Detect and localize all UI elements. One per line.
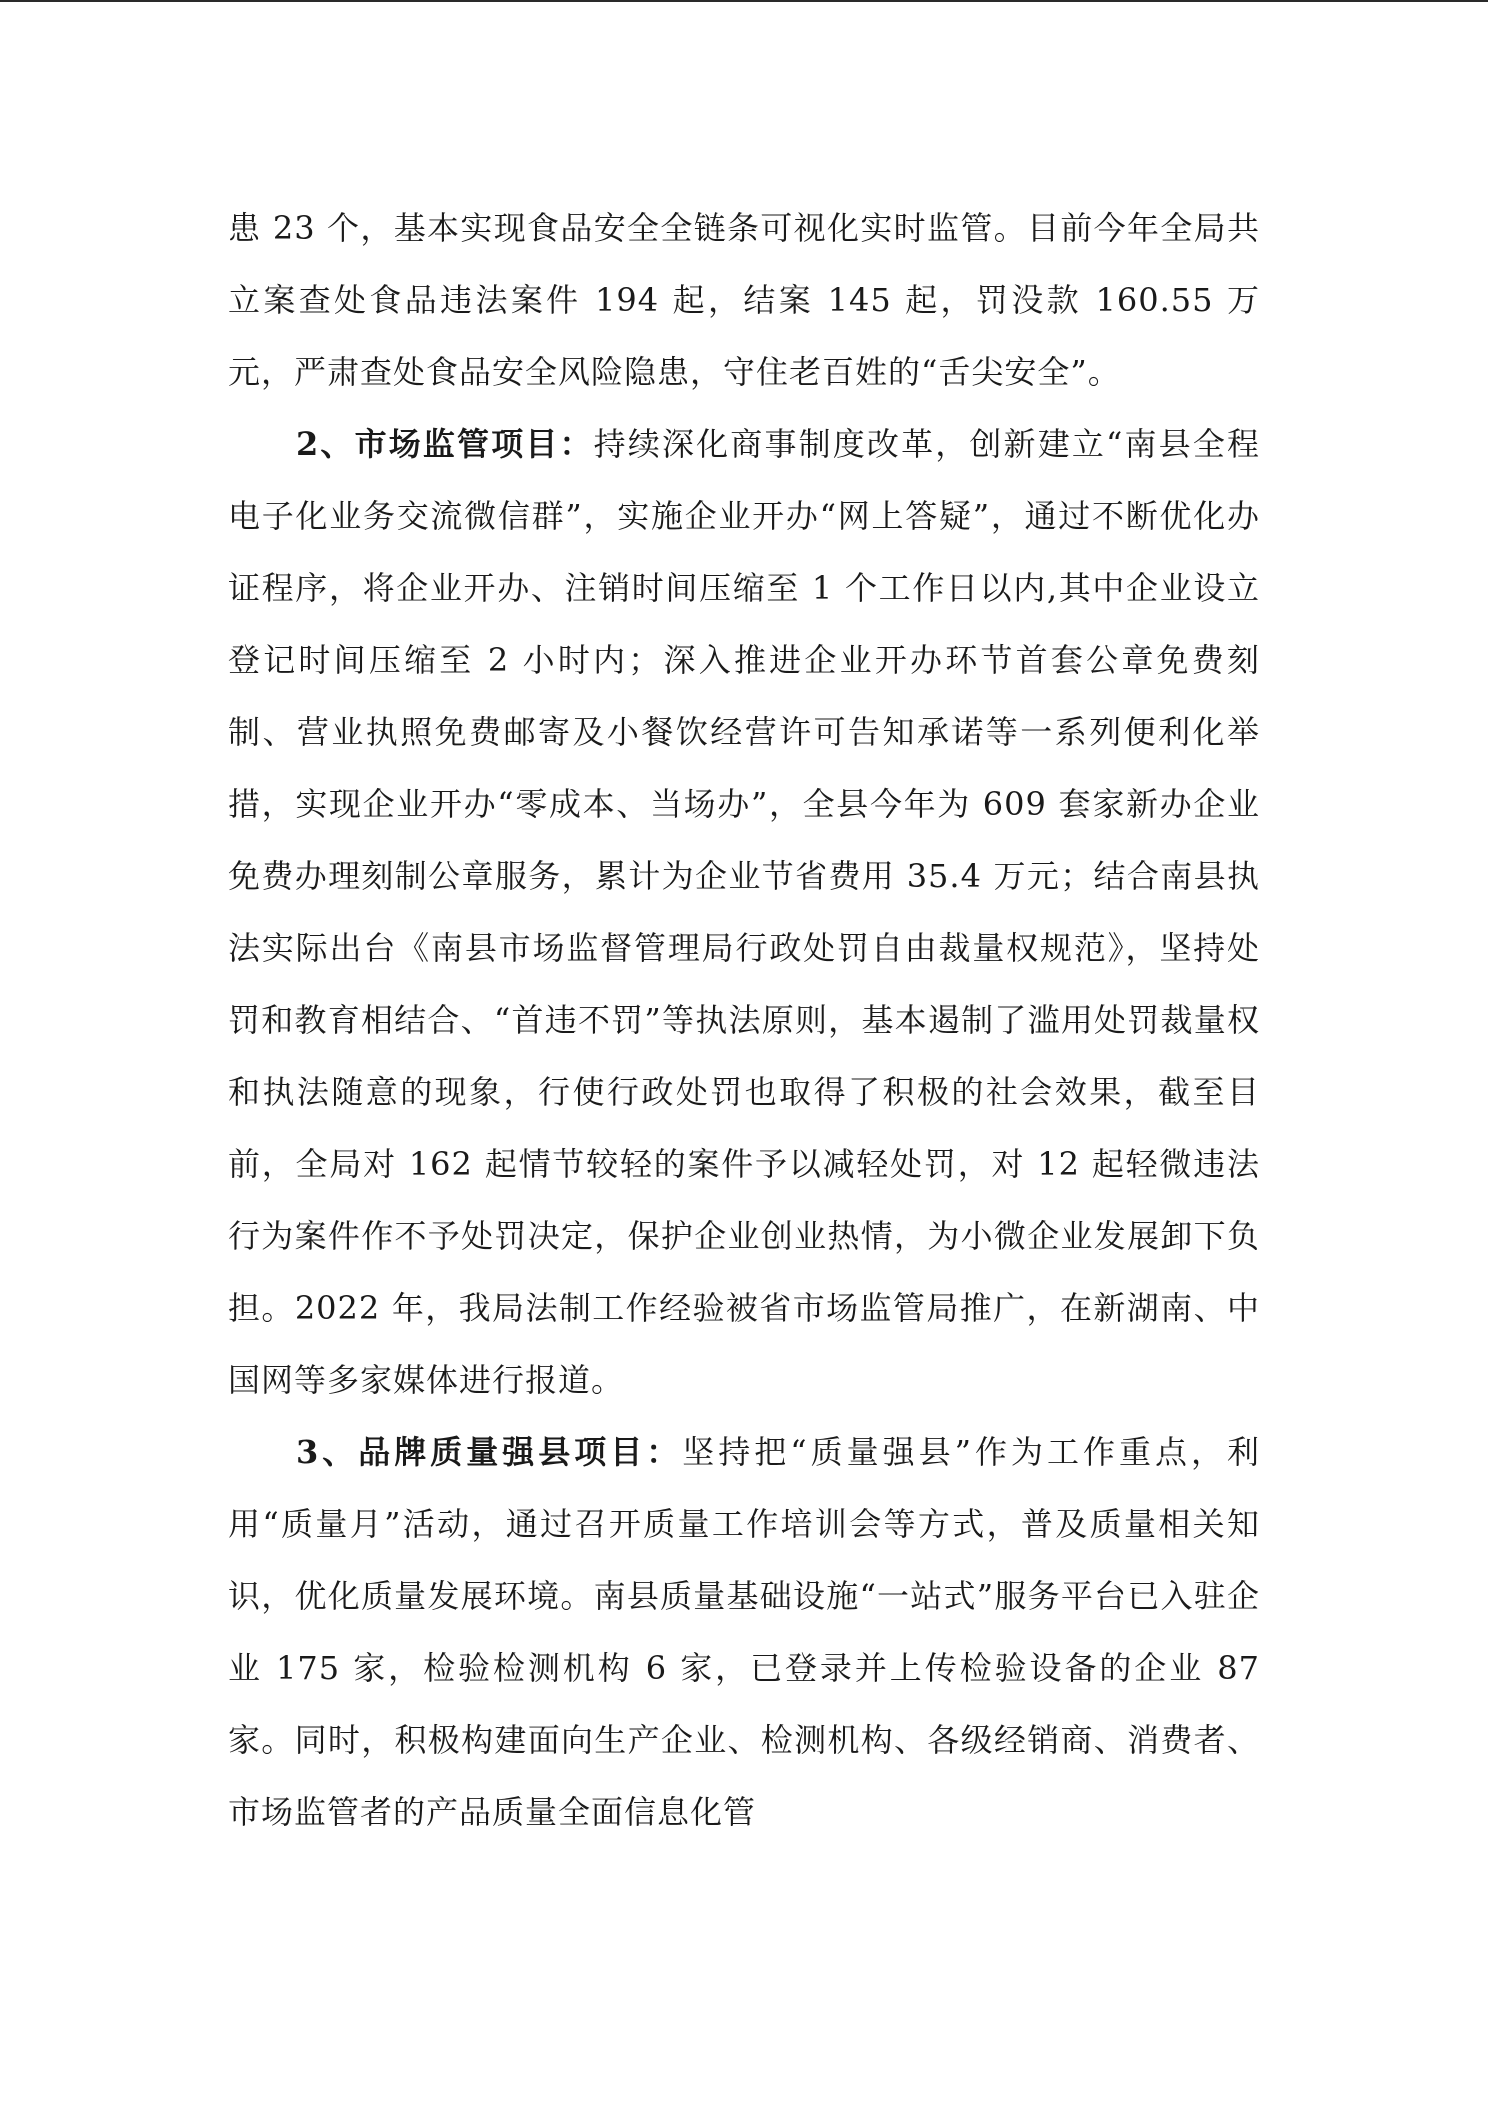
paragraph-text: 坚持把“质量强县”作为工作重点，利用“质量月”活动，通过召开质量工作培训会等方式，普及质量相关知识，优化质量发展环境。南县质量基础设施“一站式”服务平台已入驻企业 175 家，检验检测机构 6 家，已登录并上传检验设备的企业 87 家。同时，积极构建面向生产企业、检测机构、各级经销商、消费者、市场监管者的产品质量全面信息化管 <box>228 1433 1260 1831</box>
paragraph-text: 持续深化商事制度改革，创新建立“南县全程电子化业务交流微信群”，实施企业开办“网上答疑”，通过不断优化办证程序，将企业开办、注销时间压缩至 1 个工作日以内,其中企业设立登记时间压缩至 2 小时内；深入推进企业开办环节首套公章免费刻制、营业执照免费邮寄及小餐饮经营许可告知承诺等一系列便利化举措，实现企业开办“零成本、当场办”，全县今年为 609 套家新办企业免费办理刻制公章服务，累计为企业节省费用 35.4 万元；结合南县执法实际出台《南县市场监督管理局行政处罚自由裁量权规范》，坚持处罚和教育相结合、“首违不罚”等执法原则，基本遏制了滥用处罚裁量权和执法随意的现象，行使行政处罚也取得了积极的社会效果，截至目前，全局对 162 起情节较轻的案件予以减轻处罚，对 12 起轻微违法行为案件作不予处罚决定，保护企业创业热情，为小微企业发展卸下负担。2022 年，我局法制工作经验被省市场监管局推广，在新湖南、中国网等多家媒体进行报道。 <box>228 425 1260 1399</box>
paragraph-brand-quality <box>228 1416 1260 1848</box>
page-top-border <box>0 0 1488 2</box>
paragraph-text: 患 23 个，基本实现食品安全全链条可视化实时监管。目前今年全局共立案查处食品违法案件 194 起，结案 145 起，罚没款 160.55 万元，严肃查处食品安全风险隐患，守住老百姓的“舌尖安全”。 <box>228 209 1260 391</box>
paragraph-food-safety-continuation <box>228 192 1260 408</box>
section-heading-market-supervision: 2、市场监管项目： <box>296 425 594 463</box>
document-page <box>228 192 1260 1848</box>
paragraph-market-supervision <box>228 408 1260 1416</box>
section-heading-brand-quality: 3、品牌质量强县项目： <box>296 1433 683 1471</box>
